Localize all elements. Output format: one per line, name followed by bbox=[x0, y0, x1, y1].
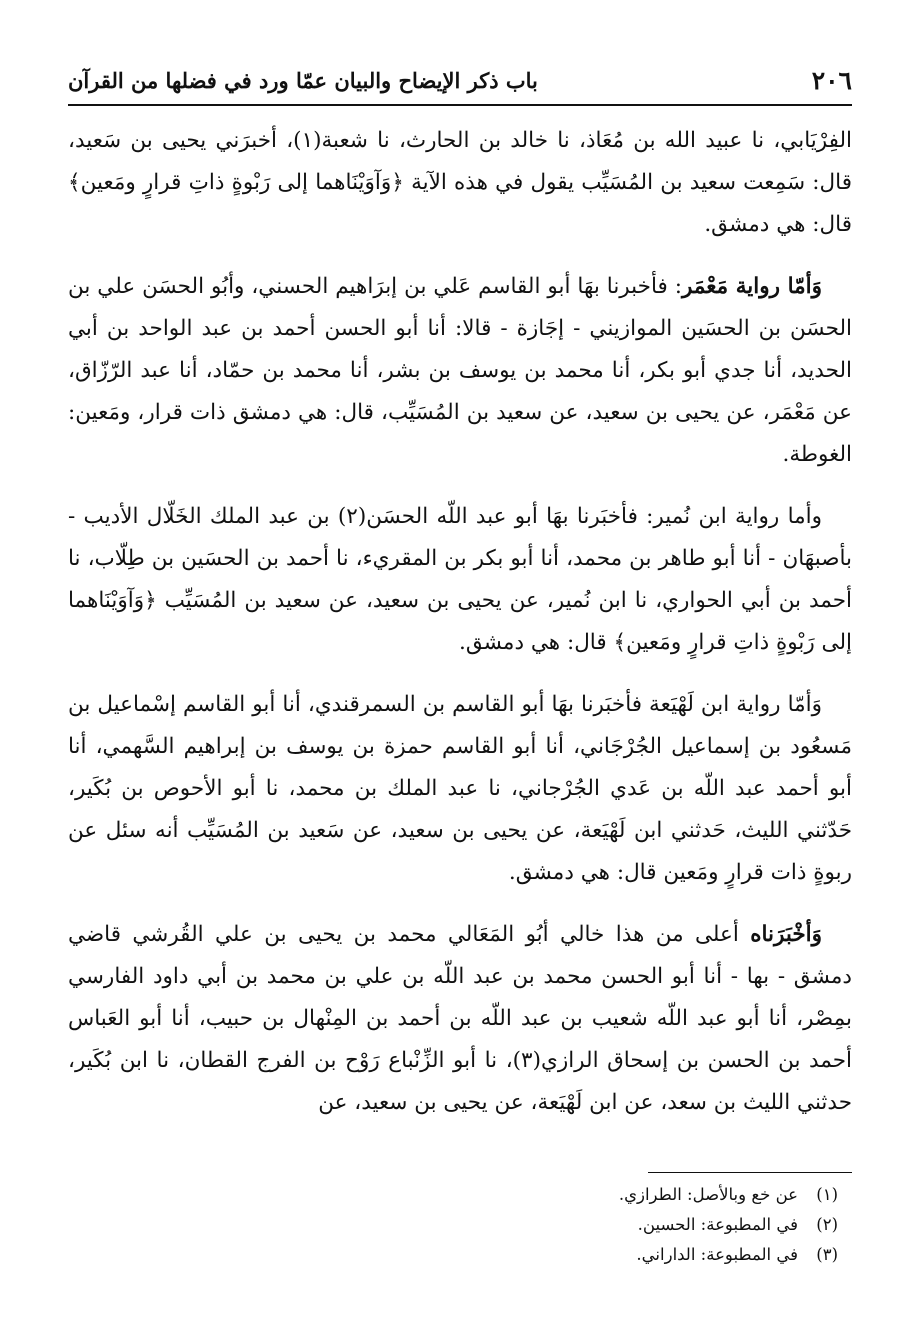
paragraph-5 bbox=[68, 914, 852, 1124]
footnote-text: في المطبوعة: الداراني. bbox=[636, 1245, 798, 1264]
paragraph-lead: وَأخْبَرَناه bbox=[750, 922, 822, 947]
footnote-text: عن خع وبالأصل: الطرازي. bbox=[618, 1185, 798, 1204]
paragraph-text: أعلى من هذا خالي أبُو المَعَالي محمد بن يحيى بن علي القُرشي قاضي دمشق - بها - أنا أبو الحسن محمد بن عبد اللّه بن علي بن محمد بن أبي داود الفارسي بمِصْر، أنا أبو عبد اللّه شعيب بن عبد اللّه بن أحمد بن المِنْهال بن حبيب، أنا أبو العَباس أحمد بن الحسن بن إسحاق الرازي(٣)، نا أبو الزِّنْباع رَوْح بن الفرج القطان، نا ابن بُكَير، حدثني الليث بن سعد، عن ابن لَهْيَعة، عن يحيى بن سعيد، عن bbox=[68, 922, 853, 1115]
running-title: باب ذكر الإيضاح والبيان عمّا ورد في فضلها من القرآن bbox=[68, 68, 538, 93]
paragraph-3 bbox=[68, 496, 852, 664]
footnote-3 bbox=[68, 1240, 838, 1270]
paragraph-2 bbox=[68, 266, 852, 476]
paragraph-text: الفِرْيَابي، نا عبيد الله بن مُعَاذ، نا خالد بن الحارث، نا شعبة(١)، أخبرَني يحيى بن سَعيد، قال: سَمِعت سعيد بن المُسَيِّب يقول في هذه الآية ﴿وَآوَيْنَاهما إلى رَبْوةٍ ذاتِ قرارٍ ومَعين﴾ قال: هي دمشق. bbox=[68, 128, 852, 237]
footnote-number: (١) bbox=[816, 1185, 838, 1204]
page-number: ٢٠٦ bbox=[811, 66, 852, 95]
paragraph-lead: وَأمّا رواية مَعْمَر bbox=[681, 274, 822, 299]
footnote-number: (٣) bbox=[816, 1245, 838, 1264]
footnote-divider bbox=[648, 1172, 852, 1173]
main-text bbox=[68, 120, 852, 1144]
paragraph-4 bbox=[68, 684, 852, 894]
paragraph-text: وَأمّا رواية ابن لَهْيَعة فأخبَرنا بهَا أبو القاسم بن السمرقندي، أنا أبو القاسم إسْماعيل بن مَسعُود بن إسماعيل الجُرْجَاني، أنا أبو القاسم حمزة بن يوسف بن إبراهيم السَّهمي، أنا أبو أحمد عبد اللّه بن عَدي الجُرْجاني، نا عبد الملك بن محمد، نا أبو الأحوص بن بُكَير، حَدّثني الليث، حَدثني ابن لَهْيَعة، عن يحيى بن سعيد، عن سَعيد بن المُسَيِّب أنه سئل عن ربوةٍ ذات قرارٍ ومَعين قال: هي دمشق. bbox=[68, 692, 852, 885]
footnote-1 bbox=[68, 1180, 838, 1210]
footnote-2 bbox=[68, 1210, 838, 1240]
paragraph-text: : فأخبرنا بهَا أبو القاسم عَلي بن إبرَاهيم الحسني، وأبُو الحسَن علي بن الحسَن بن الحسَين الموازيني - إجَازة - قالا: أنا أبو الحسن أحمد بن عبد الواحد بن أبي الحديد، أنا جدي أبو بكر، أنا محمد بن يوسف بن بشر، أنا محمد بن حمّاد، أنا عبد الرّزّاق، عن مَعْمَر، عن يحيى بن سعيد، عن سعيد بن المُسَيِّب، قال: هي دمشق ذات قرار، ومَعين: الغوطة. bbox=[68, 274, 852, 467]
footnote-text: في المطبوعة: الحسين. bbox=[637, 1215, 798, 1234]
page-header bbox=[68, 60, 852, 110]
paragraph-1 bbox=[68, 120, 852, 246]
footnote-number: (٢) bbox=[816, 1215, 838, 1234]
paragraph-text: وأما رواية ابن نُمير: فأخبَرنا بهَا أبو عبد اللّه الحسَن(٢) بن عبد الملك الخَلّال الأديب - بأصبهَان - أنا أبو طاهر بن محمد، أنا أبو بكر بن المقريء، نا أحمد بن الحسَين بن طِلّاب، نا أحمد بن أبي الحواري، نا ابن نُمير، عن يحيى بن سعيد، عن سعيد بن المُسَيِّب ﴿وَآوَيْنَاهما إلى رَبْوةٍ ذاتِ قرارٍ ومَعين﴾ قال: هي دمشق. bbox=[68, 504, 852, 655]
header-divider bbox=[68, 104, 852, 106]
footnotes bbox=[68, 1180, 838, 1270]
